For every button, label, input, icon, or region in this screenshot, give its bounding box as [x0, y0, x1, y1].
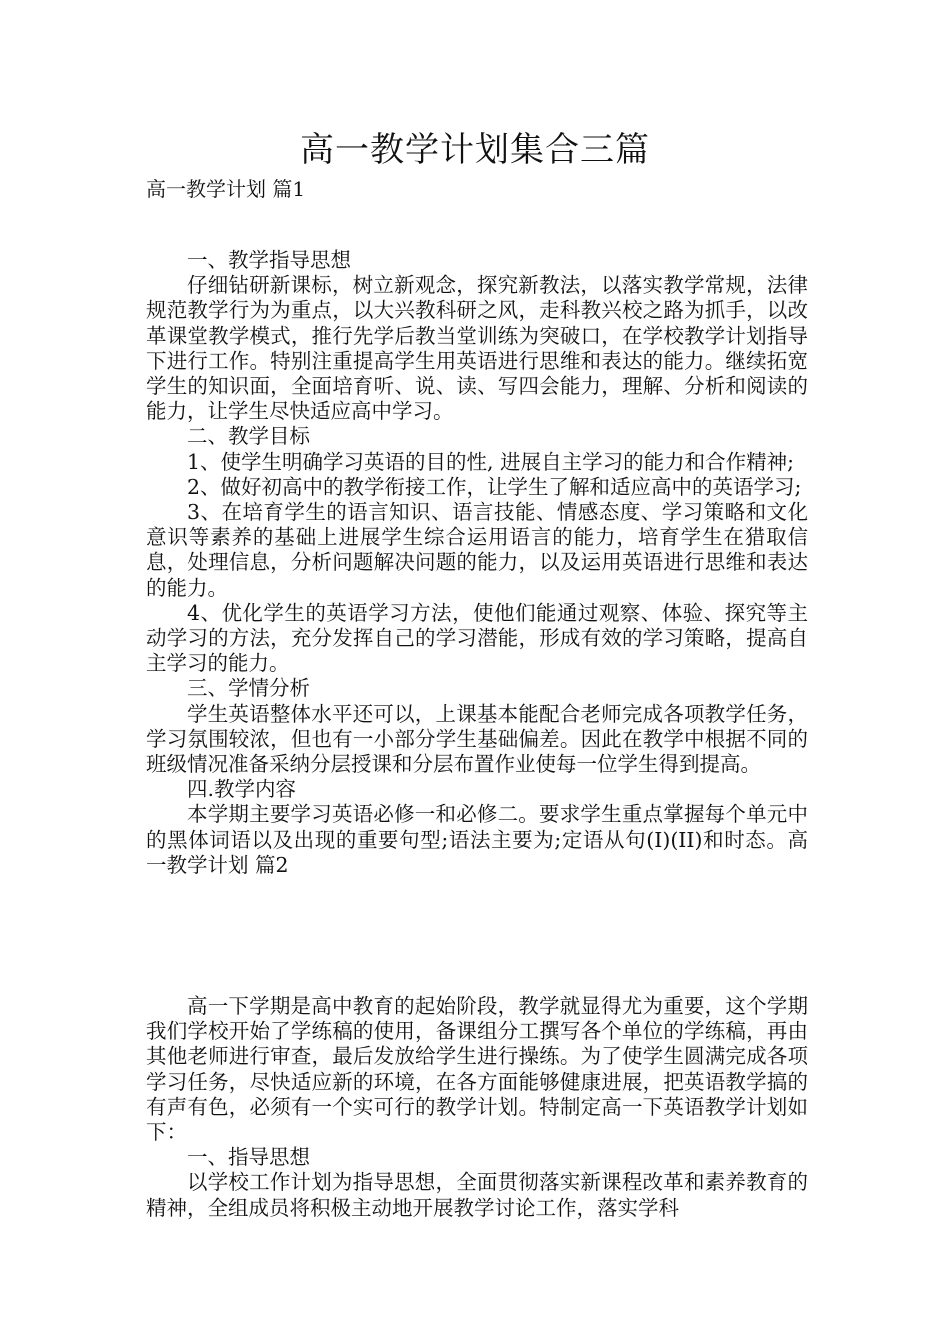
goal-item-3: 3、在培育学生的语言知识、语言技能、情感态度、学习策略和文化意识等素养的基础上进展学生综合运用语言的能力，培育学生在猎取信息，处理信息，分析问题解决问题的能力，以及运用英语进行思维和表达的能力。 [146, 500, 808, 600]
paragraph-intro-part-2: 高一下学期是高中教育的起始阶段，教学就显得尤为重要，这个学期我们学校开始了学练稿的使用，备课组分工撰写各个单位的学练稿，再由其他老师进行审查，最后发放给学生进行操练。为了使学生圆满完成各项学习任务，尽快适应新的环境，在各方面能够健康进展，把英语教学搞的有声有色，必须有一个实可行的教学计划。特制定高一下英语教学计划如下： [146, 994, 808, 1145]
goal-item-4: 4、优化学生的英语学习方法，使他们能通过观察、体验、探究等主动学习的方法，充分发挥自己的学习潜能，形成有效的学习策略，提高自主学习的能力。 [146, 600, 808, 676]
heading-student-analysis: 三、学情分析 [187, 676, 310, 701]
heading-teaching-content: 四.教学内容 [187, 777, 297, 802]
heading-guiding-thought-part-2: 一、指导思想 [187, 1145, 310, 1170]
document-title: 高一教学计划集合三篇 [300, 130, 650, 170]
section-label-part-1: 高一教学计划 篇1 [146, 177, 306, 201]
heading-guiding-thought: 一、教学指导思想 [187, 248, 351, 272]
goal-item-2: 2、做好初高中的教学衔接工作，让学生了解和适应高中的英语学习; [187, 474, 802, 499]
paragraph-guiding-thought: 仔细钻研新课标，树立新观念，探究新教法，以落实教学常规，法律规范教学行为为重点，以大兴教科研之风，走科教兴校之路为抓手，以改革课堂教学模式，推行先学后教当堂训练为突破口，在学校教学计划指导下进行工作。特别注重提高学生用英语进行思维和表达的能力。继续拓宽学生的知识面，全面培育听、说、读、写四会能力，理解、分析和阅读的能力，让学生尽快适应高中学习。 [146, 273, 808, 424]
goal-item-1: 1、使学生明确学习英语的目的性, 进展自主学习的能力和合作精神; [187, 449, 794, 474]
body-block-part-1 [146, 248, 808, 878]
heading-teaching-goals: 二、教学目标 [187, 424, 310, 449]
paragraph-student-analysis: 学生英语整体水平还可以，上课基本能配合老师完成各项教学任务，学习氛围较浓，但也有一小部分学生基础偏差。因此在教学中根据不同的班级情况准备采纳分层授课和分层布置作业使每一位学生得到提高。 [146, 701, 808, 777]
body-block-part-2 [146, 994, 808, 1221]
paragraph-teaching-content: 本学期主要学习英语必修一和必修二。要求学生重点掌握每个单元中的黑体词语以及出现的重要句型;语法主要为;定语从句(I)(II)和时态。高一教学计划 篇2 [146, 802, 808, 877]
paragraph-guiding-thought-part-2: 以学校工作计划为指导思想，全面贯彻落实新课程改革和素养教育的精神，全组成员将积极主动地开展教学讨论工作，落实学科 [146, 1170, 808, 1220]
